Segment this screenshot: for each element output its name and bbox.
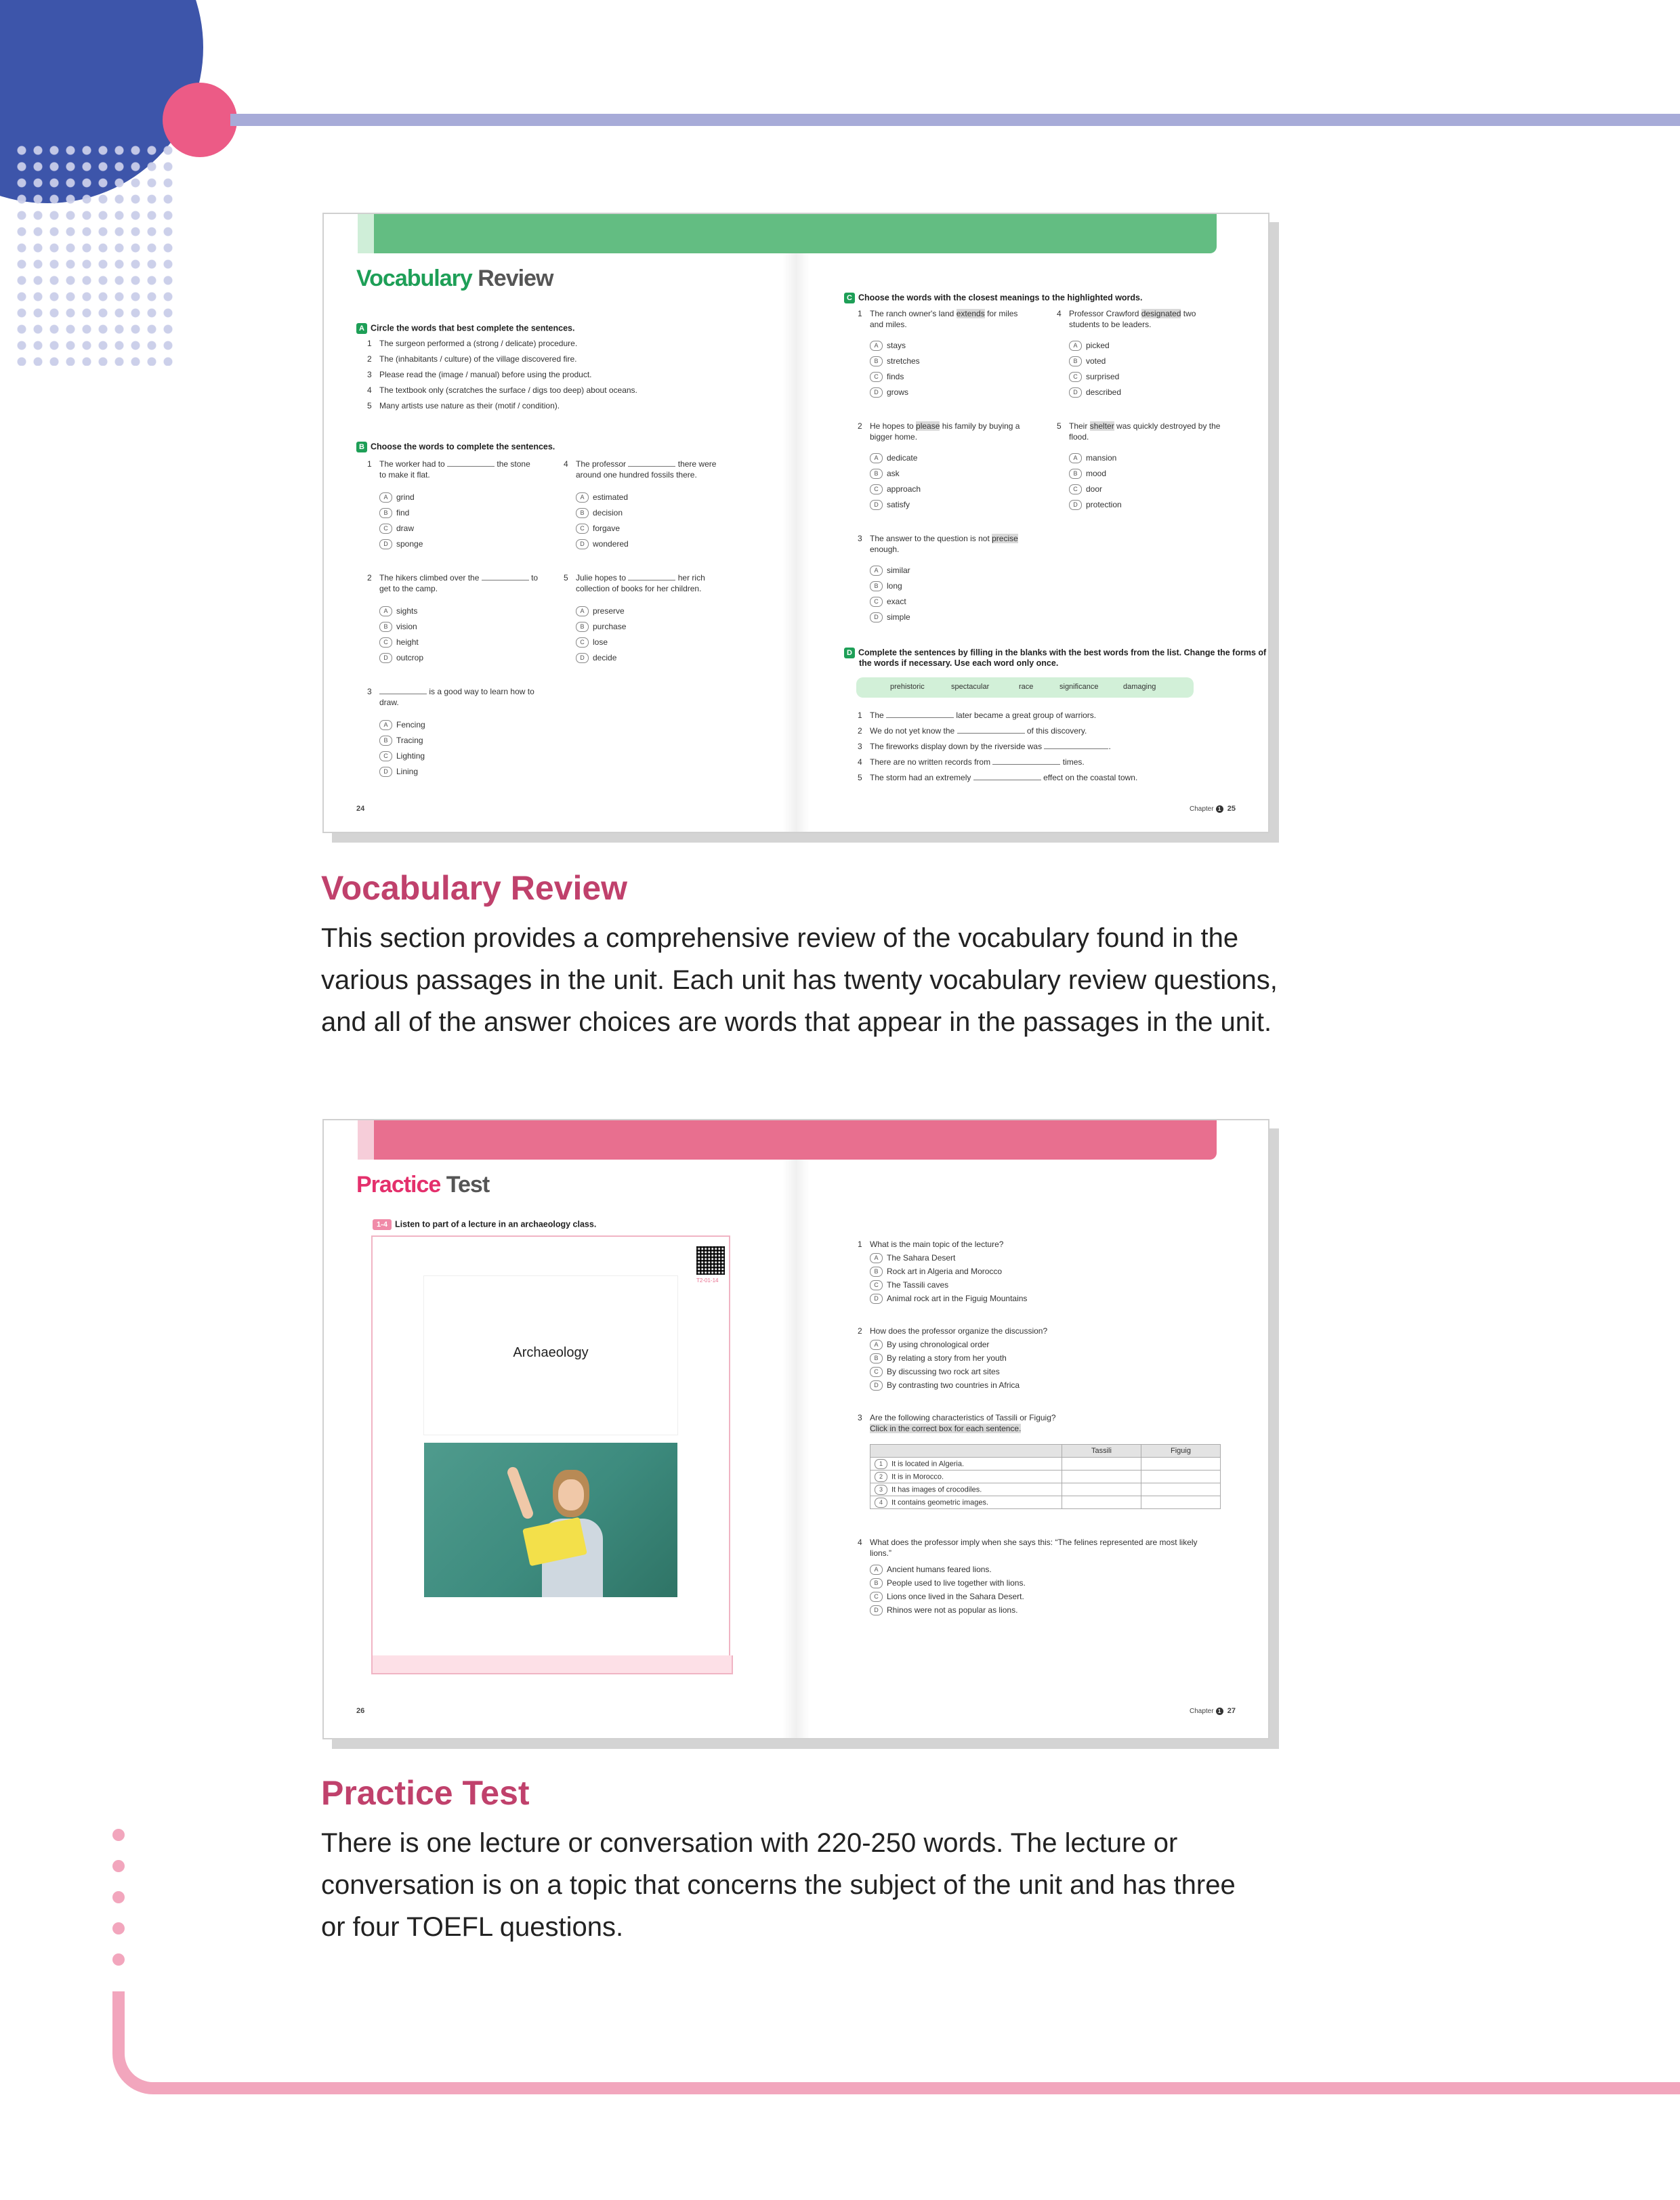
decorative-side-dots [112, 1829, 126, 1985]
answer-option[interactable]: C height [379, 637, 419, 648]
question-stem: 4 Professor Crawford designated two [1057, 309, 1196, 318]
list-item: 5 Many artists use nature as their (motif / condition). [367, 401, 560, 410]
answer-option[interactable]: B Tracing [379, 736, 423, 746]
question-stem: 2 How does the professor organize the discussion? [858, 1326, 1048, 1336]
decorative-pink-dot [163, 83, 237, 157]
fill-in-sentence: 3 The fireworks display down by the riverside was . [858, 742, 1111, 751]
answer-option[interactable]: D Animal rock art in the Figuig Mountains [870, 1294, 1027, 1304]
fill-in-sentence: 1 The later became a great group of warriors. [858, 711, 1097, 720]
answer-option[interactable]: C Lighting [379, 751, 425, 761]
answer-option[interactable]: A similar [870, 566, 910, 576]
question-stem: students to be leaders. [1069, 320, 1152, 329]
answer-option[interactable]: D sponge [379, 539, 423, 549]
question-stem: 3 The answer to the question is not precise [858, 534, 1018, 543]
answer-option[interactable]: D grows [870, 387, 908, 398]
spread-gutter [782, 214, 810, 832]
table-cell-checkbox[interactable] [1141, 1471, 1220, 1483]
table-cell-checkbox[interactable] [1062, 1458, 1141, 1471]
page-number-left: 24 [356, 805, 365, 813]
decorative-dot-grid [14, 142, 176, 366]
question-stem: 2 He hopes to please his family by buying a [858, 421, 1020, 431]
answer-option[interactable]: B long [870, 581, 902, 591]
question-stem: collection of books for her children. [576, 584, 702, 593]
answer-option[interactable]: B stretches [870, 356, 920, 366]
answer-option[interactable]: A Ancient humans feared lions. [870, 1565, 992, 1575]
answer-option[interactable]: C Lions once lived in the Sahara Desert. [870, 1592, 1024, 1602]
answer-option[interactable]: B vision [379, 622, 417, 632]
answer-option[interactable]: B mood [1069, 469, 1106, 479]
section-b-instruction: B Choose the words to complete the sentences. [356, 442, 555, 452]
lecture-photo [424, 1443, 677, 1597]
section-a-instruction: A Circle the words that best complete the sentences. [356, 323, 574, 334]
question-stem: enough. [870, 545, 900, 554]
answer-option[interactable]: C The Tassili caves [870, 1280, 948, 1290]
answer-option[interactable]: D Rhinos were not as popular as lions. [870, 1605, 1017, 1615]
list-item: 4 The textbook only (scratches the surface / digs too deep) about oceans. [367, 385, 637, 395]
table-cell-checkbox[interactable] [1062, 1496, 1141, 1509]
answer-option[interactable]: B Rock art in Algeria and Morocco [870, 1267, 1002, 1277]
fill-in-sentence: 5 The storm had an extremely effect on the coastal town. [858, 773, 1138, 782]
answer-option[interactable]: A The Sahara Desert [870, 1253, 955, 1263]
table-cell-checkbox[interactable] [1141, 1483, 1220, 1496]
list-item: 2 The (inhabitants / culture) of the village discovered fire. [367, 354, 577, 364]
answer-option[interactable]: C draw [379, 524, 414, 534]
question-stem: 3 is a good way to learn how to [367, 687, 534, 696]
question-stem: 4 The professor there were [564, 459, 717, 469]
listening-panel-footer [371, 1655, 733, 1674]
table-cell-checkbox[interactable] [1062, 1483, 1141, 1496]
question-stem: 1 What is the main topic of the lecture? [858, 1240, 1004, 1249]
table-row: 1 It is located in Algeria. [870, 1458, 1221, 1471]
answer-option[interactable]: B purchase [576, 622, 626, 632]
exercise-title: Practice Test [356, 1172, 490, 1198]
answer-option[interactable]: B decision [576, 508, 623, 518]
answer-option[interactable]: B By relating a story from her youth [870, 1353, 1007, 1363]
question-stem: 2 The hikers climbed over the to [367, 573, 539, 583]
practice-section-heading: Practice Test [321, 1774, 530, 1812]
raised-arm [506, 1466, 534, 1521]
answer-option[interactable]: D decide [576, 653, 616, 663]
exercise-title: Vocabulary Review [356, 266, 553, 291]
answer-option[interactable]: A picked [1069, 341, 1110, 351]
question-stem: bigger home. [870, 432, 918, 442]
answer-option[interactable]: D By contrasting two countries in Africa [870, 1380, 1020, 1391]
section-d-instruction-cont: the words if necessary. Use each word only once. [859, 658, 1059, 668]
chapter-number: 1 [1216, 805, 1223, 813]
practice-test-spread [322, 1119, 1269, 1739]
answer-option[interactable]: A Fencing [379, 720, 425, 730]
list-item: 1 The surgeon performed a (strong / delicate) procedure. [367, 339, 578, 348]
question-stem: draw. [379, 698, 399, 707]
answer-option[interactable]: B find [379, 508, 409, 518]
answer-option[interactable]: B voted [1069, 356, 1106, 366]
answer-option[interactable]: C forgave [576, 524, 620, 534]
question-stem: 5 Their shelter was quickly destroyed by the [1057, 421, 1221, 431]
listening-instruction: 1-4 Listen to part of a lecture in an archaeology class. [373, 1219, 596, 1230]
question-stem: and miles. [870, 320, 907, 329]
question-stem: 1 The worker had to the stone [367, 459, 530, 469]
vocab-section-paragraph: This section provides a comprehensive review of the vocabulary found in the various passages in the unit. Each unit has twenty vocabulary review questions, and all of the answer choices are words that appear in the passages in the unit. [321, 923, 1278, 1037]
page-number-left: 26 [356, 1707, 365, 1715]
section-c-instruction: C Choose the words with the closest meanings to the highlighted words. [844, 293, 1142, 303]
fill-in-sentence: 4 There are no written records from times. [858, 757, 1085, 767]
answer-option[interactable]: C surprised [1069, 372, 1119, 382]
answer-option[interactable]: D protection [1069, 500, 1122, 510]
question-stem: get to the camp. [379, 584, 438, 593]
answer-option[interactable]: D Lining [379, 767, 418, 777]
table-row: 3 It has images of crocodiles. [870, 1483, 1221, 1496]
qr-code-icon [696, 1246, 725, 1275]
lecture-card [424, 1276, 677, 1435]
word-bank-item: spectacular [951, 683, 990, 691]
lecture-card-title: Archaeology [513, 1345, 589, 1360]
answer-option[interactable]: B People used to live together with lions. [870, 1578, 1026, 1588]
header-band [374, 1120, 1217, 1160]
list-item: 3 Please read the (image / manual) before using the product. [367, 370, 592, 379]
answer-option[interactable]: D simple [870, 612, 910, 622]
decorative-top-line [230, 114, 1680, 126]
question-stem: 1 The ranch owner's land extends for miles [858, 309, 1018, 318]
answer-option[interactable]: D wondered [576, 539, 629, 549]
answer-option[interactable]: B ask [870, 469, 900, 479]
answer-option[interactable]: C door [1069, 484, 1102, 494]
word-bank-item: significance [1059, 683, 1099, 691]
answer-option[interactable]: A stays [870, 341, 906, 351]
word-bank-item: race [1019, 683, 1034, 691]
table-row: 2 It is in Morocco. [870, 1471, 1221, 1483]
answer-option[interactable]: D outcrop [379, 653, 423, 663]
page-number-right: Chapter 1 27 [1190, 1707, 1236, 1715]
answer-option[interactable]: C lose [576, 637, 608, 648]
table-cell-checkbox[interactable] [1141, 1496, 1220, 1509]
answer-option[interactable]: A mansion [1069, 453, 1116, 463]
answer-option[interactable]: A dedicate [870, 453, 917, 463]
word-bank [856, 677, 1194, 698]
answer-option[interactable]: A estimated [576, 492, 628, 503]
table-header: Figuig [1141, 1445, 1220, 1458]
answer-option[interactable]: D satisfy [870, 500, 910, 510]
answer-option[interactable]: D described [1069, 387, 1121, 398]
page-number-right: Chapter 1 25 [1190, 805, 1236, 813]
classification-table [870, 1444, 1221, 1509]
question-stem: to make it flat. [379, 470, 430, 480]
answer-option[interactable]: A sights [379, 606, 417, 616]
answer-option[interactable]: A By using chronological order [870, 1340, 989, 1350]
answer-option[interactable]: A grind [379, 492, 415, 503]
practice-section-paragraph: There is one lecture or conversation with 220-250 words. The lecture or conversation is on a topic that concerns the subject of the unit and has three or four TOEFL questions. [321, 1828, 1236, 1942]
spread-gutter [782, 1120, 810, 1738]
vocab-review-spread [322, 213, 1269, 833]
professor-figure [532, 1470, 600, 1597]
fill-in-sentence: 2 We do not yet know the of this discovery. [858, 726, 1087, 736]
decorative-frame-corner [112, 1991, 1680, 2094]
answer-option[interactable]: C By discussing two rock art sites [870, 1367, 1000, 1377]
answer-option[interactable]: C approach [870, 484, 921, 494]
question-stem: flood. [1069, 432, 1089, 442]
listening-panel [371, 1235, 730, 1658]
vocab-section-heading: Vocabulary Review [321, 869, 628, 907]
table-cell-checkbox[interactable] [1062, 1471, 1141, 1483]
section-d-instruction: D Complete the sentences by filling in the blanks with the best words from the list. Change the forms of [844, 648, 1266, 658]
question-stem: around one hundred fossils there. [576, 470, 697, 480]
table-row: 4 It contains geometric images. [870, 1496, 1221, 1509]
table-cell-checkbox[interactable] [1141, 1458, 1220, 1471]
question-instruction: Click in the correct box for each sentence. [870, 1424, 1022, 1433]
header-band [374, 214, 1217, 253]
question-stem: 4 What does the professor imply when she says this: “The felines represented are most likely [858, 1538, 1198, 1547]
chapter-number: 1 [1216, 1708, 1223, 1715]
question-stem: lions.” [870, 1548, 892, 1558]
word-bank-item: damaging [1123, 683, 1156, 691]
question-stem: 3 Are the following characteristics of Tassili or Figuig? [858, 1413, 1056, 1422]
answer-option[interactable]: C finds [870, 372, 904, 382]
answer-option[interactable]: C exact [870, 597, 906, 607]
word-bank-item: prehistoric [890, 683, 925, 691]
answer-option[interactable]: A preserve [576, 606, 625, 616]
qr-code-label: T2-01-14 [696, 1277, 719, 1284]
table-header: Tassili [1062, 1445, 1141, 1458]
question-stem: 5 Julie hopes to her rich [564, 573, 705, 583]
